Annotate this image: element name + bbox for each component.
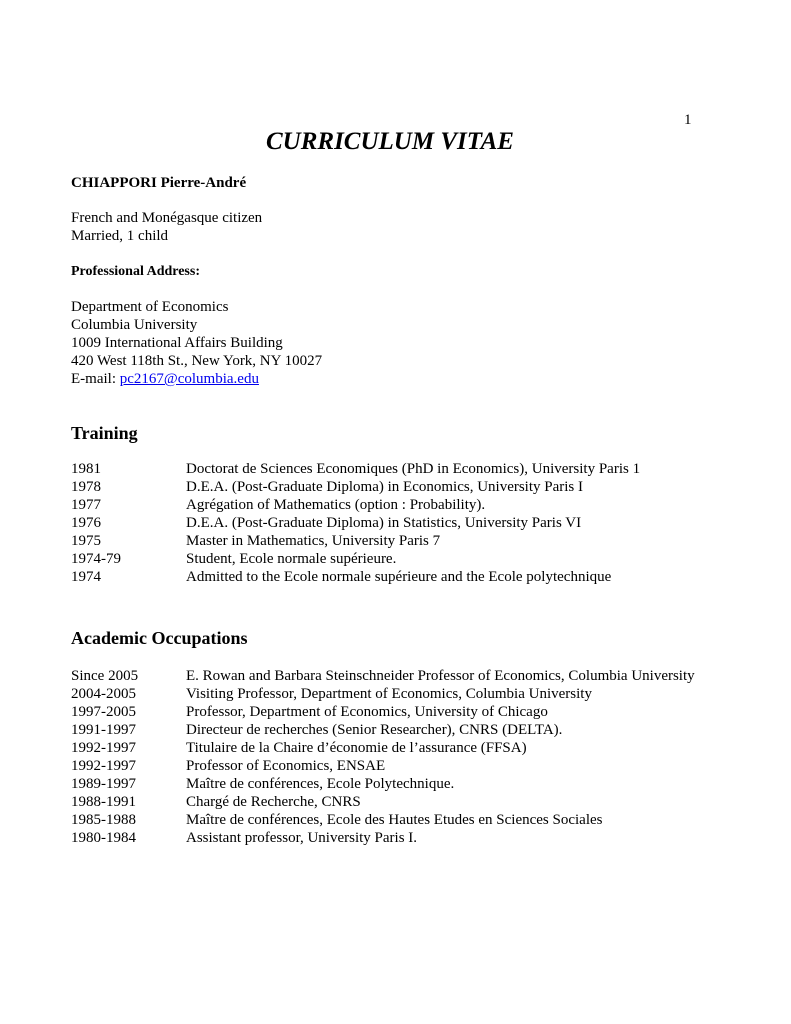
family-status-text: Married, 1 child — [71, 228, 169, 244]
occupation-years: 1992-1997 — [71, 758, 136, 774]
email-label: E-mail: — [71, 371, 120, 387]
occupation-description: E. Rowan and Barbara Steinschneider Professor of Economics, Columbia University — [186, 668, 695, 684]
training-description: D.E.A. (Post-Graduate Diploma) in Statistics, University Paris VI — [186, 515, 582, 531]
person-name: CHIAPPORI Pierre-André — [71, 175, 247, 191]
training-year: 1974-79 — [71, 551, 121, 567]
training-year: 1975 — [71, 533, 101, 549]
occupation-years: 1991-1997 — [71, 722, 136, 738]
occupation-description: Maître de conférences, Ecole des Hautes Etudes en Sciences Sociales — [186, 812, 603, 828]
page-number: 1 — [684, 112, 692, 128]
address-line-university: Columbia University — [71, 317, 198, 333]
occupation-years: 1992-1997 — [71, 740, 136, 756]
occupation-years: 2004-2005 — [71, 686, 136, 702]
address-line-street: 420 West 118th St., New York, NY 10027 — [71, 353, 323, 369]
training-year: 1974 — [71, 569, 101, 585]
occupation-description: Assistant professor, University Paris I. — [186, 830, 418, 846]
document-title-text: CURRICULUM VITAE — [266, 128, 514, 155]
occupation-description: Professor of Economics, ENSAE — [186, 758, 386, 774]
occupation-years: Since 2005 — [71, 668, 139, 684]
training-description: Admitted to the Ecole normale supérieure and the Ecole polytechnique — [186, 569, 612, 585]
address-line-building: 1009 International Affairs Building — [71, 335, 283, 351]
occupation-description: Maître de conférences, Ecole Polytechnique. — [186, 776, 455, 792]
occupation-years: 1989-1997 — [71, 776, 136, 792]
occupation-description: Professor, Department of Economics, University of Chicago — [186, 704, 548, 720]
training-year: 1978 — [71, 479, 101, 495]
occupation-description: Titulaire de la Chaire d’économie de l’assurance (FFSA) — [186, 740, 527, 756]
training-description: Agrégation of Mathematics (option : Probability). — [186, 497, 486, 513]
training-year: 1976 — [71, 515, 101, 531]
training-heading: Training — [71, 423, 138, 443]
occupation-description: Chargé de Recherche, CNRS — [186, 794, 361, 810]
citizenship-text: French and Monégasque citizen — [71, 210, 263, 226]
training-year: 1977 — [71, 497, 101, 513]
training-year: 1981 — [71, 461, 101, 477]
training-description: Student, Ecole normale supérieure. — [186, 551, 397, 567]
occupation-years: 1997-2005 — [71, 704, 136, 720]
occupation-years: 1980-1984 — [71, 830, 136, 846]
training-description: Doctorat de Sciences Economiques (PhD in Economics), University Paris 1 — [186, 461, 641, 477]
email-link[interactable]: pc2167@columbia.edu — [119, 371, 259, 387]
address-heading: Professional Address: — [71, 264, 200, 279]
document-title — [0, 127, 760, 157]
training-description: D.E.A. (Post-Graduate Diploma) in Economics, University Paris I — [186, 479, 584, 495]
email-line — [71, 370, 259, 388]
occupation-years: 1985-1988 — [71, 812, 136, 828]
occupation-description: Directeur de recherches (Senior Researcher), CNRS (DELTA). — [186, 722, 563, 738]
address-line-department: Department of Economics — [71, 299, 229, 315]
academic-occupations-heading: Academic Occupations — [71, 628, 248, 648]
occupation-years: 1988-1991 — [71, 794, 136, 810]
training-description: Master in Mathematics, University Paris 7 — [186, 533, 441, 549]
occupation-description: Visiting Professor, Department of Economics, Columbia University — [186, 686, 592, 702]
